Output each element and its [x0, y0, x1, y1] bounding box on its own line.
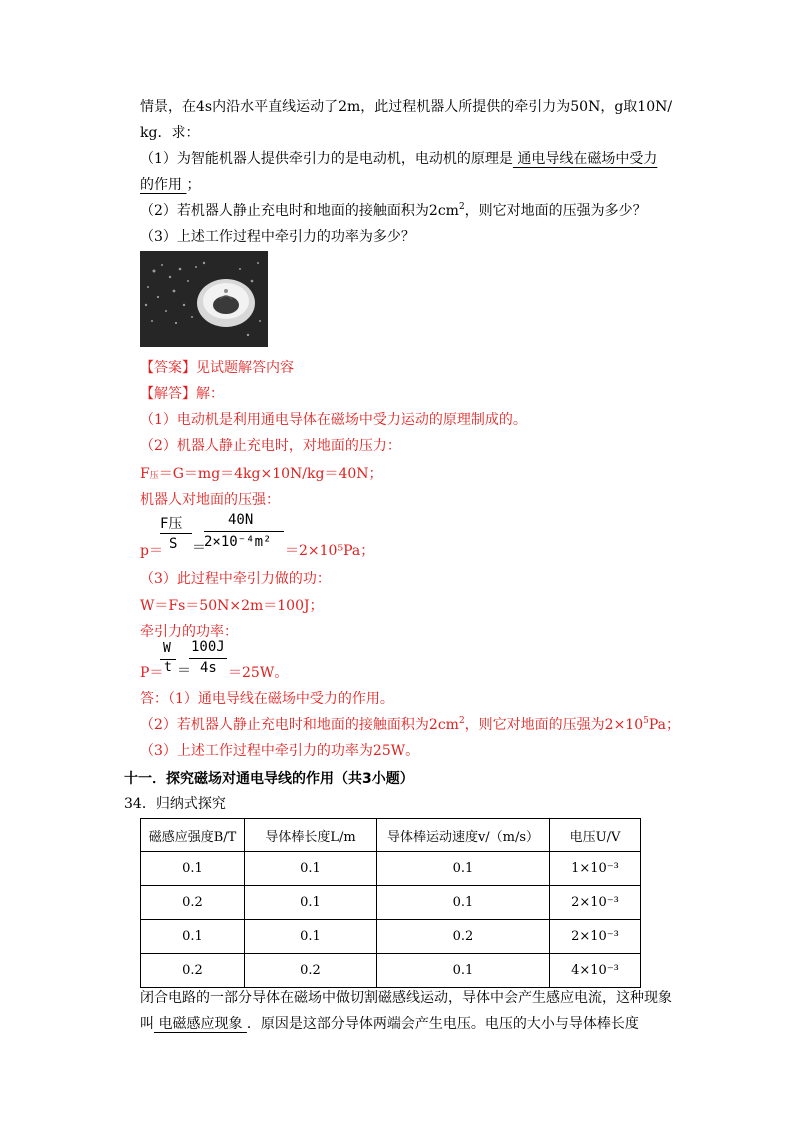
- power-lhs: P＝: [140, 665, 164, 681]
- table-row: [141, 852, 641, 886]
- closing-line-2: [140, 1013, 639, 1035]
- pressure-frac1-denominator: S: [169, 536, 178, 552]
- section-heading: 十一．探究磁场对通电导线的作用（共3小题）: [124, 771, 414, 787]
- table-cell: 0.2: [141, 954, 245, 988]
- q1-answer-part1: 通电导线在磁场中受力: [512, 151, 658, 167]
- pressure-label: 机器人对地面的压强：: [140, 492, 280, 508]
- table-cell: 0.1: [245, 852, 377, 886]
- force-subscript: 压: [149, 471, 159, 481]
- pressure-frac1-bar: [160, 533, 192, 534]
- table-cell: 0.1: [141, 920, 245, 954]
- final2-suffix: Pa；: [648, 717, 680, 733]
- power-frac1-denominator: t: [164, 660, 172, 675]
- power-frac2-denominator: 4s: [200, 660, 217, 676]
- table-cell: 0.2: [377, 920, 550, 954]
- q2-suffix: ，则它对地面的压强为多少？: [464, 203, 647, 219]
- pressure-frac2-bar: [204, 531, 284, 532]
- work-equation: W＝Fs＝50N×2m＝100J；: [140, 598, 324, 614]
- table-cell: 0.1: [377, 852, 550, 886]
- table-header: 导体棒运动速度v/（m/s）: [377, 819, 550, 852]
- power-label: 牵引力的功率：: [140, 624, 238, 640]
- closing-suffix: ．原因是这部分导体两端会产生电压。电压的大小与导体棒长度: [246, 1016, 639, 1032]
- question-34-title: 34．归纳式探究: [124, 796, 226, 812]
- table-header: 电压U/V: [550, 819, 641, 852]
- power-equals: ＝: [177, 663, 191, 679]
- final2-sup: 2: [458, 716, 465, 726]
- final-answer-1: 答：（1）通电导线在磁场中受力的作用。: [140, 691, 394, 707]
- table-header: 磁感应强度B/T: [141, 819, 245, 852]
- table-cell: 0.2: [245, 954, 377, 988]
- table-header-row: [141, 819, 641, 852]
- table-cell: 0.1: [141, 852, 245, 886]
- closing-prefix: 叫: [140, 1016, 154, 1032]
- induction-data-table: [140, 818, 641, 988]
- q1-answer-part2: 的作用: [140, 177, 187, 193]
- power-result: ＝25W。: [228, 665, 289, 681]
- force-value: ＝G＝mg＝4kg×10N/kg＝40N；: [158, 466, 383, 482]
- pressure-frac2-denominator: 2×10⁻⁴m²: [204, 534, 272, 550]
- table-cell: 0.1: [245, 886, 377, 920]
- table-header: 导体棒长度L/m: [245, 819, 377, 852]
- final2-mid: ，则它对地面的压强为2×10: [464, 717, 644, 733]
- table-cell: 2×10⁻³: [550, 886, 641, 920]
- table-row: [141, 920, 641, 954]
- pressure-frac2-numerator: 40N: [228, 512, 254, 528]
- final2-prefix: （2）若机器人静止充电时和地面的接触面积为2cm: [140, 717, 459, 733]
- table-cell: 0.1: [377, 954, 550, 988]
- question-3: （3）上述工作过程中牵引力的功率为多少？: [140, 229, 415, 245]
- final2-sup2: 5: [643, 716, 649, 726]
- closing-line-1: 闭合电路的一部分导体在磁场中做切割磁感线运动，导体中会产生感应电流，这种现象: [140, 990, 672, 1006]
- table-cell: 2×10⁻³: [550, 920, 641, 954]
- pressure-result: ＝2×10⁵Pa；: [285, 543, 375, 559]
- solution-step-3: （3）此过程中牵引力做的功：: [140, 571, 331, 587]
- q1-suffix: ；: [186, 177, 201, 193]
- robot-vacuum-photo: [140, 251, 268, 347]
- final-answer-2: [140, 714, 680, 736]
- solution-step-1: （1）电动机是利用通电导体在磁场中受力运动的原理制成的。: [140, 412, 527, 428]
- power-frac1-numerator: W: [163, 641, 171, 656]
- question-1: [140, 148, 657, 170]
- table-row: [141, 954, 641, 988]
- power-frac2-bar: [189, 658, 227, 659]
- intro-line-2: kg．求：: [140, 125, 200, 141]
- intro-line-1: 情景，在4s内沿水平直线运动了2m，此过程机器人所提供的牵引力为50N，g取10N/: [140, 99, 673, 115]
- solution-label: 【解答】解：: [140, 386, 224, 402]
- final-answer-3: （3）上述工作过程中牵引力的功率为25W。: [140, 743, 420, 759]
- q2-prefix: （2）若机器人静止充电时和地面的接触面积为2cm: [140, 203, 459, 219]
- question-2: [140, 200, 647, 222]
- answer-label: 【答案】见试题解答内容: [140, 360, 294, 376]
- pressure-frac1-numerator: F压: [160, 516, 183, 532]
- solution-step-2: （2）机器人静止充电时，对地面的压力：: [140, 438, 401, 454]
- table-cell: 4×10⁻³: [550, 954, 641, 988]
- force-equation: [140, 463, 383, 487]
- q1-prefix: （1）为智能机器人提供牵引力的是电动机，电动机的原理是: [140, 151, 513, 167]
- pressure-lhs: p＝: [140, 543, 163, 559]
- closing-answer: 电磁感应现象: [154, 1016, 247, 1032]
- power-frac2-numerator: 100J: [191, 639, 225, 655]
- pressure-equals: ＝: [192, 540, 206, 556]
- force-symbol: F: [140, 466, 150, 482]
- table-cell: 0.2: [141, 886, 245, 920]
- table-cell: 0.1: [377, 886, 550, 920]
- question-1-cont: [140, 174, 200, 196]
- table-cell: 0.1: [245, 920, 377, 954]
- table-row: [141, 886, 641, 920]
- table-cell: 1×10⁻³: [550, 852, 641, 886]
- q2-sup: 2: [458, 202, 465, 212]
- robot-vacuum-illustration: [140, 251, 268, 347]
